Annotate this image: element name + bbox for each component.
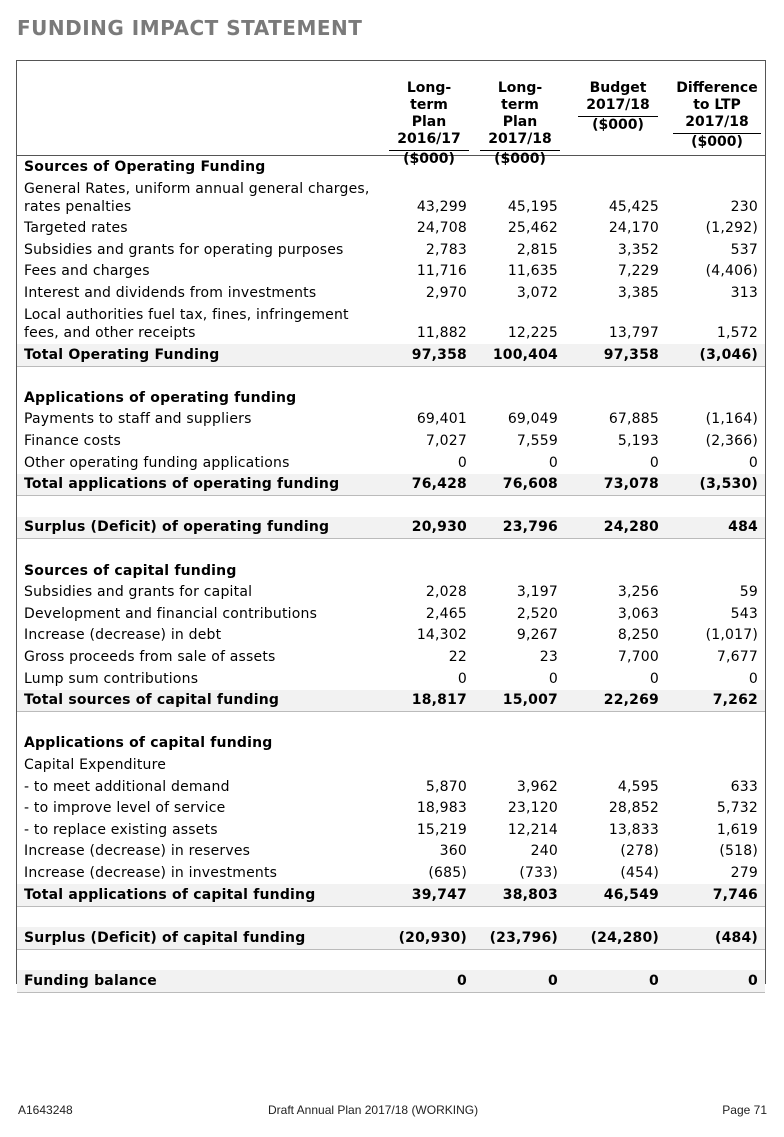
- cell-value: 23: [539, 648, 558, 665]
- cell-value: 22: [448, 648, 467, 665]
- total-row: [17, 884, 765, 907]
- table-row: [17, 841, 765, 863]
- cell-value: 2,520: [516, 605, 558, 622]
- table-row: [17, 452, 765, 474]
- cell-value: 0: [548, 454, 558, 471]
- cell-value: (1,292): [705, 220, 758, 237]
- cell-value: 23,796: [502, 519, 558, 536]
- cell-value: 0: [457, 972, 467, 989]
- cell-value: 39,747: [411, 886, 467, 903]
- cell-value: 13,797: [608, 325, 659, 341]
- table-row: [17, 582, 765, 604]
- row-label: Development and financial contributions: [24, 605, 318, 622]
- cell-value: 43,299: [416, 198, 467, 215]
- total-row: [17, 344, 765, 367]
- cell-value: 0: [649, 454, 659, 471]
- cell-value: 9,267: [516, 627, 558, 644]
- row-label: Sources of Operating Funding: [24, 158, 266, 175]
- row-label: Lump sum contributions: [24, 670, 199, 687]
- cell-value: 7,677: [716, 648, 758, 665]
- column-unit: ($000): [673, 133, 761, 151]
- cell-value: 2,783: [425, 241, 467, 258]
- spacer-row: [17, 495, 765, 517]
- cell-value: 13,833: [608, 821, 659, 838]
- row-label: Subsidies and grants for operating purposes: [24, 241, 344, 258]
- cell-value: 76,428: [411, 476, 467, 493]
- cell-value: 97,358: [603, 346, 659, 363]
- row-label: Local authorities fuel tax, fines, infringement fees, and other receipts: [24, 307, 349, 341]
- total-row: [17, 690, 765, 713]
- spacer-row: [17, 949, 765, 971]
- row-label: - to meet additional demand: [24, 778, 230, 795]
- cell-value: 22,269: [603, 692, 659, 709]
- column-header-label: Budget 2017/18: [586, 80, 650, 113]
- row-label: - to improve level of service: [24, 800, 226, 817]
- row-label: Applications of operating funding: [24, 389, 297, 406]
- table-row: [17, 603, 765, 625]
- cell-value: 59: [739, 584, 758, 601]
- cell-value: 7,262: [712, 692, 758, 709]
- column-header-label: Long- term Plan 2016/17: [397, 80, 461, 147]
- row-label: General Rates, uniform annual general charges, rates penalties: [24, 180, 370, 215]
- cell-value: 313: [730, 284, 758, 301]
- cell-value: 2,465: [425, 605, 467, 622]
- table-row: [17, 776, 765, 798]
- row-label: Total sources of capital funding: [24, 692, 280, 709]
- cell-value: 484: [728, 519, 758, 536]
- cell-value: 0: [748, 972, 758, 989]
- cell-value: 45,195: [507, 198, 558, 215]
- column-unit: ($000): [578, 116, 658, 134]
- spacer-row: [17, 366, 765, 388]
- cell-value: 2,970: [425, 284, 467, 301]
- cell-value: (3,046): [699, 346, 758, 363]
- cell-value: (484): [714, 929, 758, 946]
- table-row: [17, 261, 765, 283]
- cell-value: 7,559: [516, 432, 558, 449]
- cell-value: 0: [649, 670, 659, 687]
- cell-value: 0: [548, 670, 558, 687]
- cell-value: 1,619: [716, 821, 758, 838]
- cell-value: 0: [748, 670, 758, 687]
- cell-value: 24,170: [608, 220, 659, 237]
- table-row: [17, 754, 765, 776]
- column-header-budget-2017-18: [578, 63, 658, 151]
- column-header-difference: [673, 63, 761, 168]
- table-row: [17, 862, 765, 884]
- table-row: [17, 625, 765, 647]
- total-row: [17, 474, 765, 497]
- row-label: Sources of capital funding: [24, 562, 237, 579]
- cell-value: 0: [457, 454, 467, 471]
- cell-value: 7,027: [425, 432, 467, 449]
- cell-value: 1,572: [716, 325, 758, 341]
- cell-value: 537: [730, 241, 758, 258]
- cell-value: 69,049: [507, 411, 558, 428]
- column-unit: ($000): [480, 150, 560, 168]
- cell-value: 0: [649, 972, 659, 989]
- cell-value: 73,078: [603, 476, 659, 493]
- row-label: Gross proceeds from sale of assets: [24, 648, 276, 665]
- column-header-label: Difference to LTP 2017/18: [676, 80, 758, 130]
- table-row: [17, 282, 765, 304]
- cell-value: 3,072: [516, 284, 558, 301]
- row-label: Total applications of operating funding: [24, 476, 340, 493]
- row-label: Increase (decrease) in reserves: [24, 843, 251, 860]
- cell-value: 69,401: [416, 411, 467, 428]
- cell-value: 46,549: [603, 886, 659, 903]
- cell-value: 20,930: [411, 519, 467, 536]
- cell-value: (2,366): [705, 432, 758, 449]
- cell-value: (685): [428, 864, 467, 881]
- cell-value: (3,530): [699, 476, 758, 493]
- cell-value: 100,404: [492, 346, 558, 363]
- row-label: Increase (decrease) in debt: [24, 627, 222, 644]
- table-row: [17, 430, 765, 452]
- cell-value: 3,197: [516, 584, 558, 601]
- cell-value: 3,063: [617, 605, 659, 622]
- cell-value: 5,732: [716, 800, 758, 817]
- total-row: [17, 970, 765, 993]
- cell-value: (1,164): [705, 411, 758, 428]
- cell-value: (20,930): [398, 929, 467, 946]
- row-label: Other operating funding applications: [24, 454, 290, 471]
- cell-value: 67,885: [608, 411, 659, 428]
- cell-value: 240: [530, 843, 558, 860]
- section-heading-row: [17, 733, 765, 755]
- row-label: Subsidies and grants for capital: [24, 584, 253, 601]
- total-row: [17, 927, 765, 950]
- page-title: FUNDING IMPACT STATEMENT: [17, 16, 363, 40]
- cell-value: 24,708: [416, 220, 467, 237]
- row-label: Surplus (Deficit) of capital funding: [24, 929, 306, 946]
- cell-value: 7,700: [617, 648, 659, 665]
- column-unit: ($000): [389, 150, 469, 168]
- spacer-row: [17, 538, 765, 560]
- row-label: Finance costs: [24, 432, 121, 449]
- cell-value: 3,385: [617, 284, 659, 301]
- cell-value: (278): [620, 843, 659, 860]
- row-label: Interest and dividends from investments: [24, 284, 317, 301]
- cell-value: 2,815: [516, 241, 558, 258]
- row-label: Total Operating Funding: [24, 346, 220, 363]
- table-row: [17, 304, 765, 344]
- cell-value: 0: [548, 972, 558, 989]
- cell-value: 12,225: [507, 325, 558, 341]
- cell-value: 18,983: [416, 800, 467, 817]
- total-row: [17, 517, 765, 540]
- row-label: Targeted rates: [24, 220, 128, 237]
- cell-value: 45,425: [608, 198, 659, 215]
- cell-value: 11,882: [416, 325, 467, 341]
- cell-value: 18,817: [411, 692, 467, 709]
- cell-value: 28,852: [608, 800, 659, 817]
- cell-value: 12,214: [507, 821, 558, 838]
- table-row: [17, 646, 765, 668]
- cell-value: 11,716: [416, 263, 467, 280]
- footer-page-number: Page 71: [722, 1103, 767, 1117]
- cell-value: 24,280: [603, 519, 659, 536]
- cell-value: 25,462: [507, 220, 558, 237]
- table-row: [17, 218, 765, 240]
- cell-value: 7,746: [712, 886, 758, 903]
- cell-value: 5,193: [617, 432, 659, 449]
- cell-value: 7,229: [617, 263, 659, 280]
- table-row: [17, 239, 765, 261]
- cell-value: (518): [719, 843, 758, 860]
- cell-value: 11,635: [507, 263, 558, 280]
- row-label: Increase (decrease) in investments: [24, 864, 278, 881]
- row-label: - to replace existing assets: [24, 821, 218, 838]
- row-label: Funding balance: [24, 972, 157, 989]
- funding-impact-table: [16, 60, 766, 989]
- footer-doc-title: Draft Annual Plan 2017/18 (WORKING): [268, 1103, 479, 1117]
- cell-value: 8,250: [617, 627, 659, 644]
- cell-value: 360: [439, 843, 467, 860]
- cell-value: 23,120: [507, 800, 558, 817]
- row-label: Fees and charges: [24, 263, 150, 280]
- row-label: Applications of capital funding: [24, 735, 273, 752]
- cell-value: 230: [730, 198, 758, 215]
- cell-value: 279: [730, 864, 758, 881]
- cell-value: 97,358: [411, 346, 467, 363]
- cell-value: 0: [457, 670, 467, 687]
- cell-value: 3,352: [617, 241, 659, 258]
- cell-value: 15,219: [416, 821, 467, 838]
- row-label: Capital Expenditure: [24, 756, 167, 773]
- cell-value: 3,962: [516, 778, 558, 795]
- cell-value: 14,302: [416, 627, 467, 644]
- row-label: Payments to staff and suppliers: [24, 411, 252, 428]
- footer-doc-id: A1643248: [18, 1103, 73, 1117]
- table-row: [17, 409, 765, 431]
- cell-value: (4,406): [705, 263, 758, 280]
- cell-value: 0: [748, 454, 758, 471]
- table-row: [17, 668, 765, 690]
- spacer-row: [17, 711, 765, 733]
- cell-value: 2,028: [425, 584, 467, 601]
- cell-value: 76,608: [502, 476, 558, 493]
- column-header-label: Long- term Plan 2017/18: [488, 80, 552, 147]
- table-row: [17, 819, 765, 841]
- cell-value: 633: [730, 778, 758, 795]
- row-label: Total applications of capital funding: [24, 886, 316, 903]
- cell-value: 543: [730, 605, 758, 622]
- cell-value: 15,007: [502, 692, 558, 709]
- section-heading-row: [17, 156, 765, 178]
- section-heading-row: [17, 560, 765, 582]
- cell-value: (24,280): [590, 929, 659, 946]
- cell-value: 3,256: [617, 584, 659, 601]
- section-heading-row: [17, 387, 765, 409]
- row-label: Surplus (Deficit) of operating funding: [24, 519, 330, 536]
- table-row: [17, 178, 765, 218]
- cell-value: 38,803: [502, 886, 558, 903]
- cell-value: (1,017): [705, 627, 758, 644]
- cell-value: (23,796): [489, 929, 558, 946]
- cell-value: (733): [519, 864, 558, 881]
- table-row: [17, 798, 765, 820]
- spacer-row: [17, 906, 765, 928]
- cell-value: 5,870: [425, 778, 467, 795]
- cell-value: (454): [620, 864, 659, 881]
- cell-value: 4,595: [617, 778, 659, 795]
